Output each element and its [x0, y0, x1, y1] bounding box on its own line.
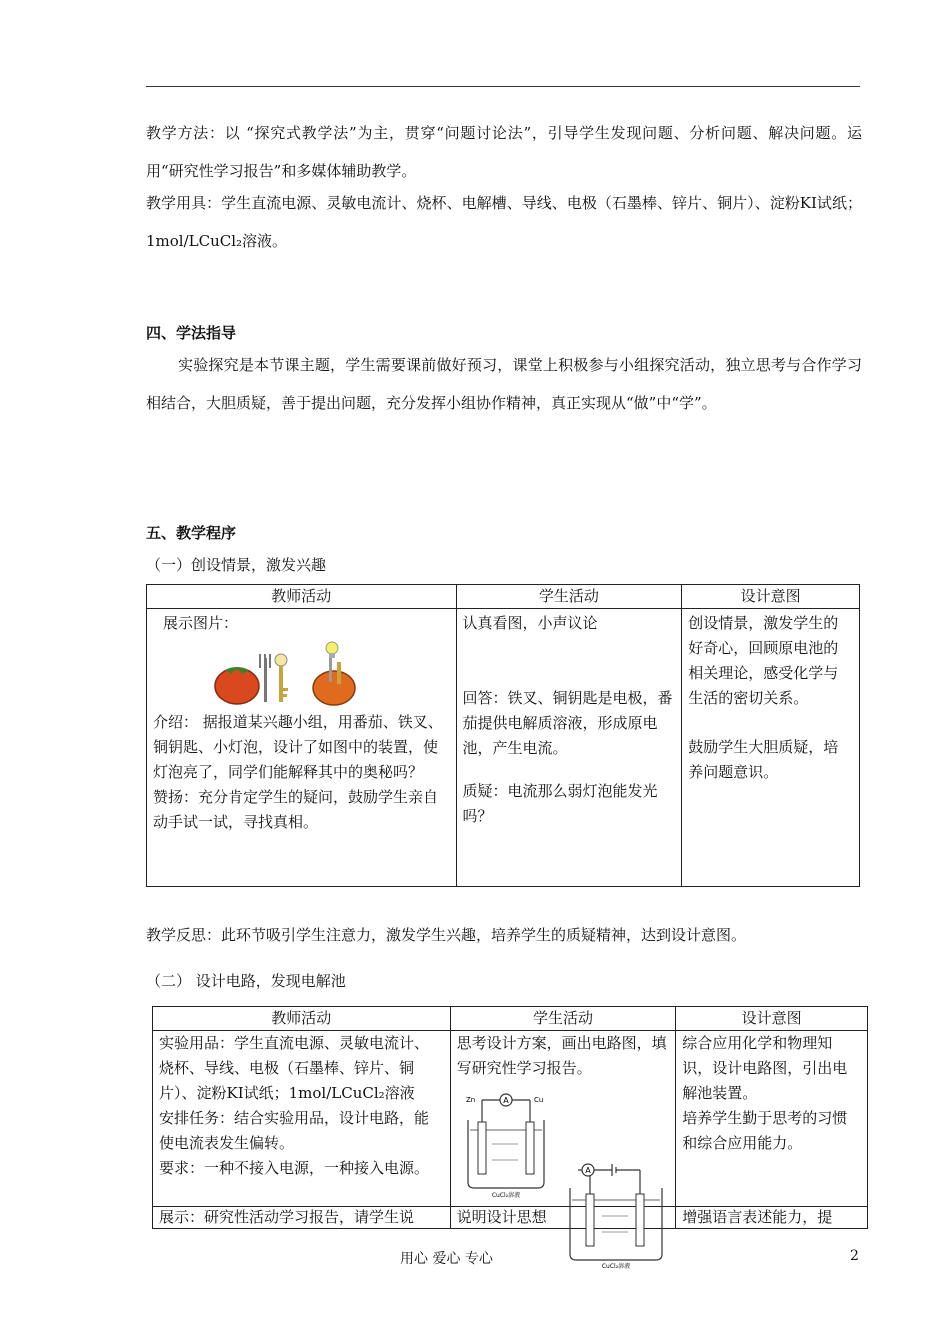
student-answer-text: 回答：铁叉、铜钥匙是电极，番茄提供电解质溶液，形成原电池，产生电流。: [462, 689, 673, 757]
table-1: [146, 584, 860, 887]
teacher-praise-text: 赞扬：充分肯定学生的疑问，鼓励学生亲自动手试一试，寻找真相。: [153, 788, 439, 831]
table-2-row2-design: 增强语言表述能力，提: [676, 1207, 868, 1229]
electrolytic-cell-diagram: [566, 1158, 666, 1270]
section-4-title: 四、学法指导: [146, 324, 237, 342]
table-1-design-cell: [682, 609, 860, 887]
design-intent-text-1: 创设情景，激发学生的好奇心，回顾原电池的相关理论，感受化学与生活的密切关系。: [688, 614, 839, 707]
design-intent-text-4: 培养学生勤于思考的习惯和综合应用能力。: [682, 1109, 848, 1152]
table-1-header-design: 设计意图: [682, 585, 860, 609]
solution-label-2: CuCl₂溶液: [601, 1263, 631, 1270]
task-text: 安排任务：结合实验用品，设计电路，能使电流表发生偏转。: [159, 1109, 430, 1152]
teacher-intro-text: 介绍： 据报道某兴趣小组，用番茄、铁叉、铜钥匙、小灯泡，设计了如图中的装置，使灯泡亮了，同学们能解释其中的奥秘吗？: [153, 713, 443, 781]
part-2-title: （二） 设计电路，发现电解池: [146, 972, 346, 990]
design-intent-text-3: 综合应用化学和物理知识，设计电路图，引出电解池装置。: [682, 1034, 848, 1102]
reflection-text: 教学反思：此环节吸引学生注意力，激发学生兴趣，培养学生的质疑精神，达到设计意图。: [146, 926, 747, 944]
table-2-row2-student: 说明设计思想: [450, 1207, 676, 1229]
teaching-methods-paragraph: 教学方法：以 “探究式教学法”为主，贯穿“问题讨论法”，引导学生发现问题、分析问题、解决问题。运用“研究性学习报告”和多媒体辅助教学。: [146, 124, 862, 180]
cu-label: Cu: [534, 1096, 544, 1104]
page-number: 2: [850, 1248, 859, 1264]
ammeter-label-2: A: [585, 1166, 591, 1175]
table-2-header-student: 学生活动: [450, 1007, 676, 1031]
ammeter-label-1: A: [503, 1096, 509, 1105]
table-2-design-cell: [676, 1031, 868, 1207]
student-observe-text: 认真看图，小声议论: [462, 614, 598, 632]
table-2-teacher-cell: [153, 1031, 451, 1207]
header-rule: [146, 86, 860, 87]
teacher-show-text: 展示图片：: [163, 614, 239, 632]
tomato-illustration: [153, 636, 450, 710]
table-2-header-teacher: 教师活动: [153, 1007, 451, 1031]
table-1-teacher-cell: [147, 609, 457, 887]
section-4-body: 实验探究是本节课主题，学生需要课前做好预习，课堂上积极参与小组探究活动，独立思考与合作学习相结合，大胆质疑，善于提出问题，充分发挥小组协作精神，真正实现从“做”中“学”。: [146, 356, 862, 412]
zn-label: Zn: [466, 1096, 476, 1104]
table-1-header-teacher: 教师活动: [147, 585, 457, 609]
table-1-header-student: 学生活动: [456, 585, 682, 609]
part-1-title: （一）创设情景，激发兴趣: [146, 556, 327, 574]
tomato-battery-image: [153, 636, 453, 710]
materials-text: 实验用品：学生直流电源、灵敏电流计、烧杯、导线、电极（石墨棒、锌片、铜片）、淀粉KI试纸；1mol/LCuCl₂溶液: [159, 1034, 430, 1102]
table-2-header-design: 设计意图: [676, 1007, 868, 1031]
solution-label-1: CuCl₂溶液: [491, 1192, 521, 1198]
galvanic-cell-diagram: [462, 1080, 558, 1198]
footer-motto: 用心 爱心 专心: [400, 1251, 493, 1267]
table-2-row2-teacher: 展示：研究性活动学习报告，请学生说: [153, 1207, 451, 1229]
requirement-text: 要求：一种不接入电源，一种接入电源。: [159, 1159, 430, 1177]
table-1-student-cell: [456, 609, 682, 887]
student-design-text: 思考设计方案，画出电路图，填写研究性学习报告。: [456, 1034, 667, 1077]
teaching-tools-paragraph: 教学用具：学生直流电源、灵敏电流计、烧杯、电解槽、导线、电极（石墨棒、锌片、铜片）、淀粉KI试纸；1mol/LCuCl₂溶液。: [146, 194, 862, 250]
student-question-text: 质疑：电流那么弱灯泡能发光吗？: [462, 782, 658, 825]
section-5-title: 五、教学程序: [146, 524, 237, 542]
design-intent-text-2: 鼓励学生大胆质疑，培养问题意识。: [688, 738, 839, 781]
